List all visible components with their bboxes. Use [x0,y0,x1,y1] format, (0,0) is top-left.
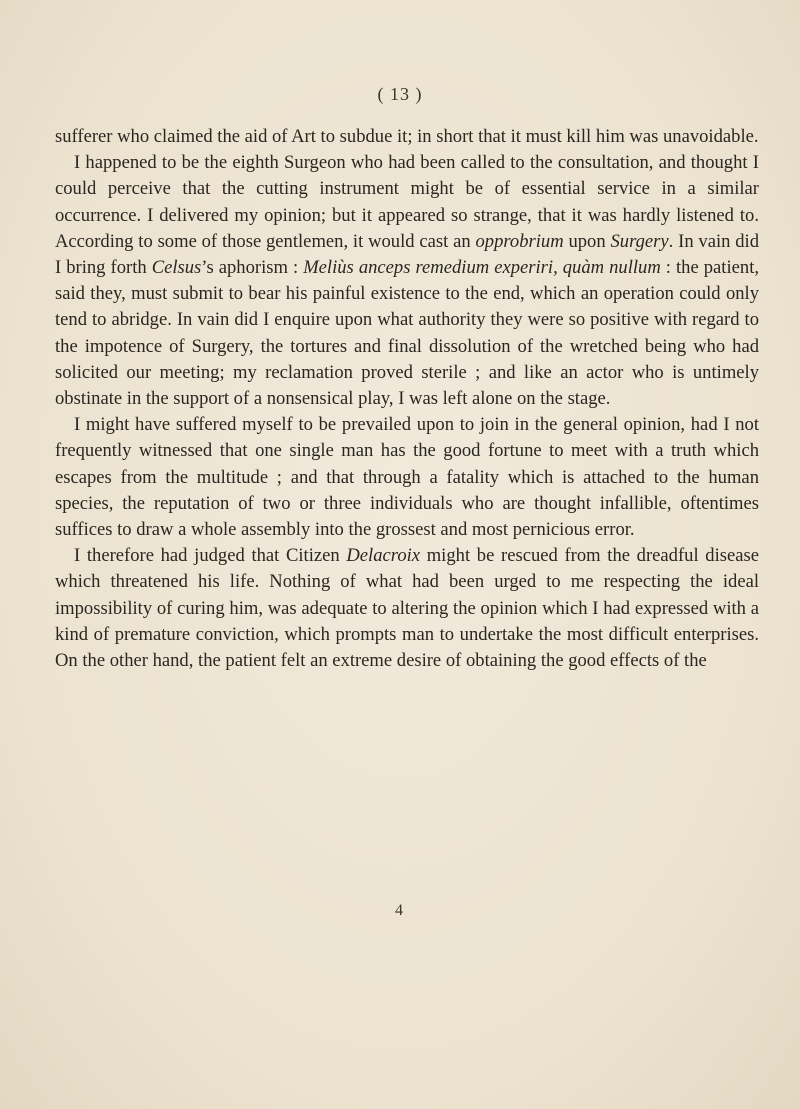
catchword: 4 [395,902,403,919]
paragraph [55,543,759,674]
text-run: . In vain did I bring forth [55,230,760,279]
italic-run: Delacroix [346,545,421,567]
italic-run: Surgery [610,230,669,252]
paragraph [55,150,759,412]
paragraph [55,124,759,150]
latin-aphorism: Meliùs anceps remedium experiri, quàm nullum [303,257,661,279]
text-run: ’s aphorism : [201,257,304,279]
text-run: I might have suffered myself to be prevailed upon to join in the general opinion, had I not frequently witnessed that one single man has the good fortune to meet with a truth which escapes from the multitude ; and that through a fatality which is attached to the human species, the reputation of two or three individuals who are thought infallible, oftentimes suffices to draw a whole assembly into the grossest and most pernicious error. [55,414,759,541]
text-run: : the patient, said they, must submit to bear his painful existence to the end, which an operation could only tend to abridge. In vain did I enquire upon what authority they were so positive with regard to the impotence of Surgery, the tortures and final dissolution of the wretched being who had solicited our meeting; my reclamation proved sterile ; and like an actor who is untimely obstinate in the support of a nonsensical play, I was left alone on the stage. [55,257,760,410]
italic-run: Celsus [151,257,202,279]
text-run: I therefore had judged that Citizen [74,545,347,567]
text-run: sufferer who claimed the aid of Art to subdue it; in short that it must kill him was unavoidable. [55,126,759,147]
text-run: I happened to be the eighth Surgeon who had been called to the consultation, and thought I could perceive that the cutting instrument might be of essential service in a similar occurrence. I delivered my opinion; but it appeared so strange, that it was hardly listened to. According to some of those gentlemen, it would cast an [55,152,759,252]
italic-run: opprobrium [475,230,564,252]
paragraph [55,412,759,543]
text-run: might be rescued from the dreadful disease which threatened his life. Nothing of what had been urged to me respecting the ideal impossibility of curing him, was adequate to altering the opinion which I had expressed with a kind of premature conviction, which prompts man to undertake the most difficult enterprises. On the other hand, the patient felt an extreme desire of obtaining the good effects of the [55,545,759,672]
page-number: ( 13 ) [377,84,423,104]
text-run: upon [563,230,611,252]
body-text [55,124,759,674]
